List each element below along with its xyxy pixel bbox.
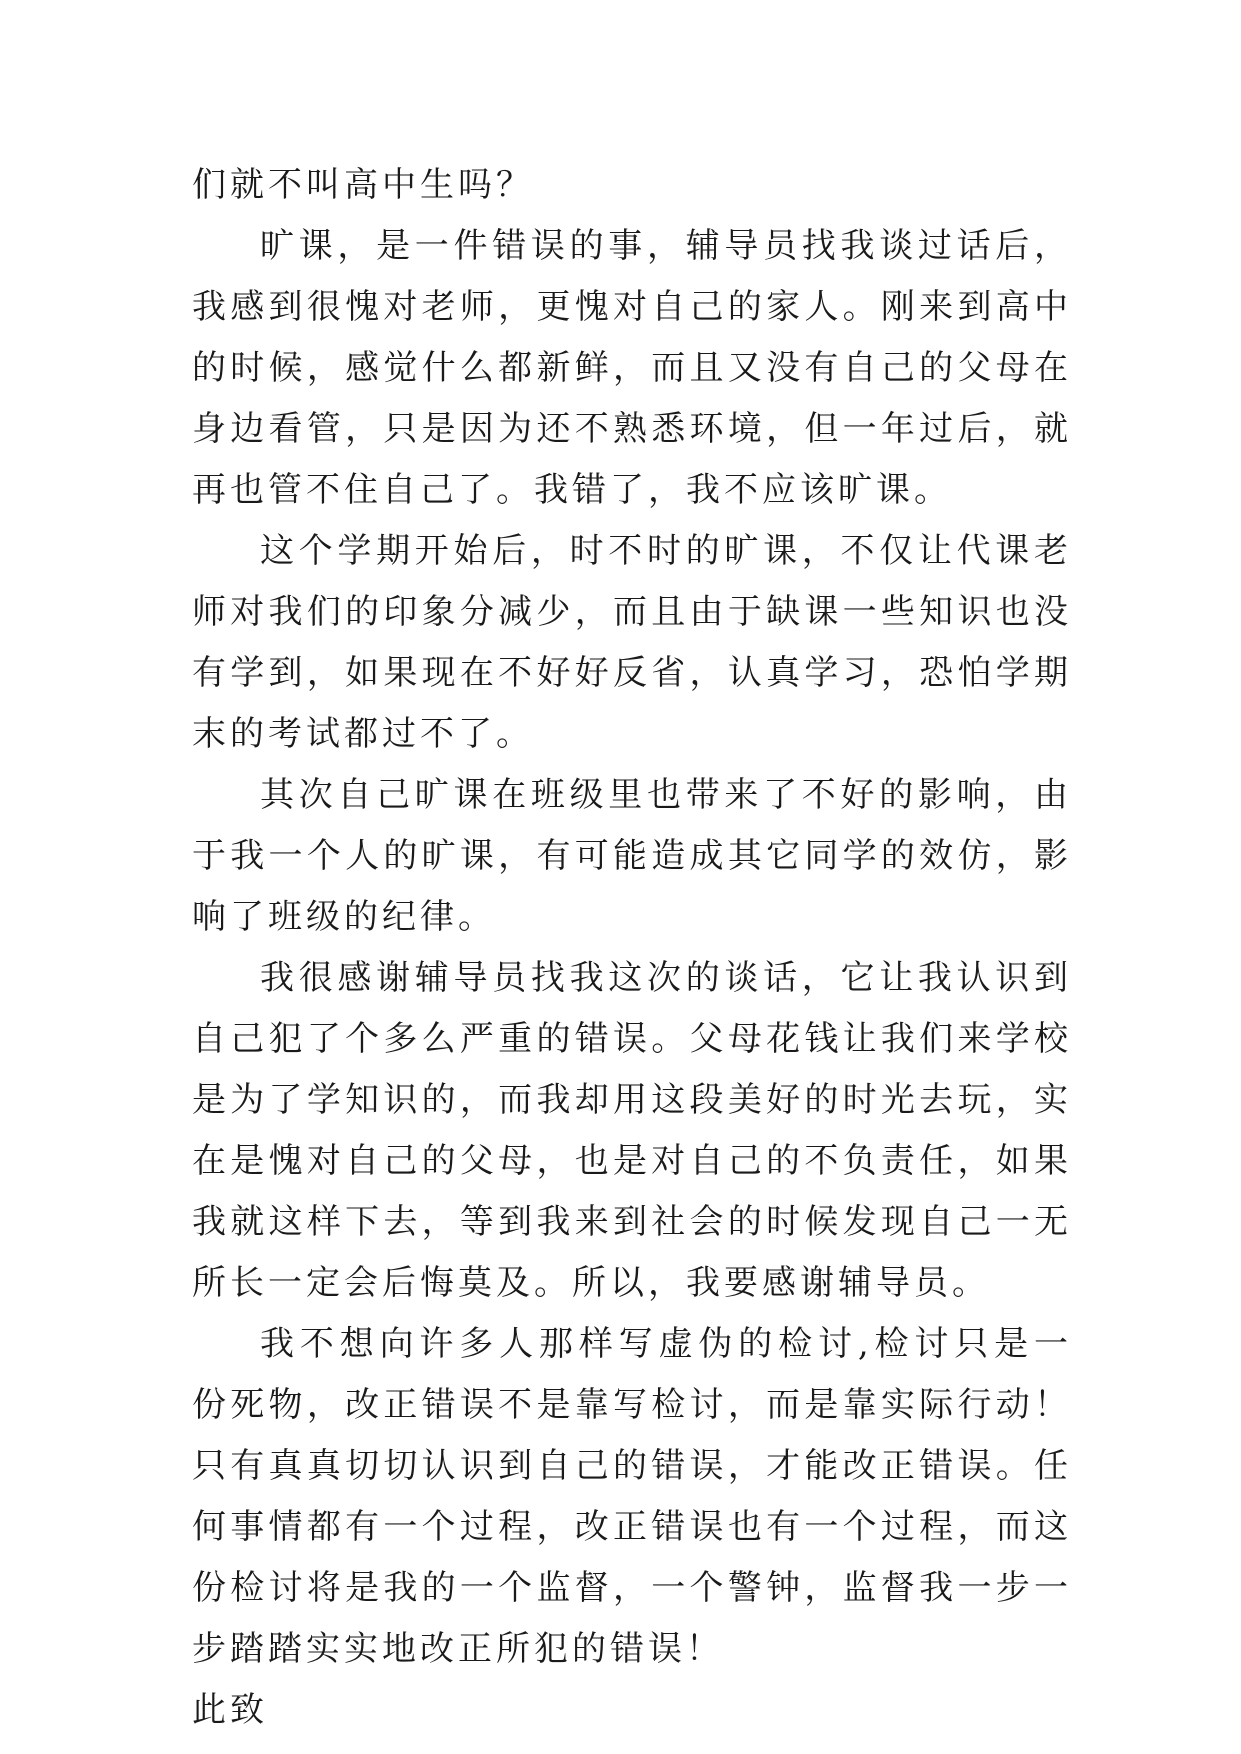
paragraph-gratitude: 我很感谢辅导员找我这次的谈话，它让我认识到自己犯了个多么严重的错误。父母花钱让我们来学校是为了学知识的，而我却用这段美好的时光去玩，实在是愧对自己的父母，也是对自己的不负责任，如果我就这样下去，等到我来到社会的时候发现自己一无所长一定会后悔莫及。所以，我要感谢辅导员。 [192, 958, 1072, 1303]
paragraph-continuation: 们就不叫高中生吗？ [192, 165, 534, 205]
paragraph-class-impact: 其次自己旷课在班级里也带来了不好的影响，由于我一个人的旷课，有可能造成其它同学的效仿，影响了班级的纪律。 [192, 775, 1072, 937]
document-body [192, 155, 1072, 1741]
paragraph-truancy: 旷课，是一件错误的事，辅导员找我谈过话后，我感到很愧对老师，更愧对自己的家人。刚来到高中的时候，感觉什么都新鲜，而且又没有自己的父母在身边看管，只是因为还不熟悉环境，但一年过后，就再也管不住自己了。我错了，我不应该旷课。 [192, 226, 1072, 510]
closing-salutation: 此致 [192, 1690, 268, 1730]
paragraph-correction: 我不想向许多人那样写虚伪的检讨,检讨只是一份死物，改正错误不是靠写检讨，而是靠实际行动！只有真真切切认识到自己的错误，才能改正错误。任何事情都有一个过程，改正错误也有一个过程，而这份检讨将是我的一个监督，一个警钟，监督我一步一步踏踏实实地改正所犯的错误！ [192, 1324, 1072, 1669]
paragraph-semester: 这个学期开始后，时不时的旷课，不仅让代课老师对我们的印象分减少，而且由于缺课一些知识也没有学到，如果现在不好好反省，认真学习，恐怕学期末的考试都过不了。 [192, 531, 1072, 754]
